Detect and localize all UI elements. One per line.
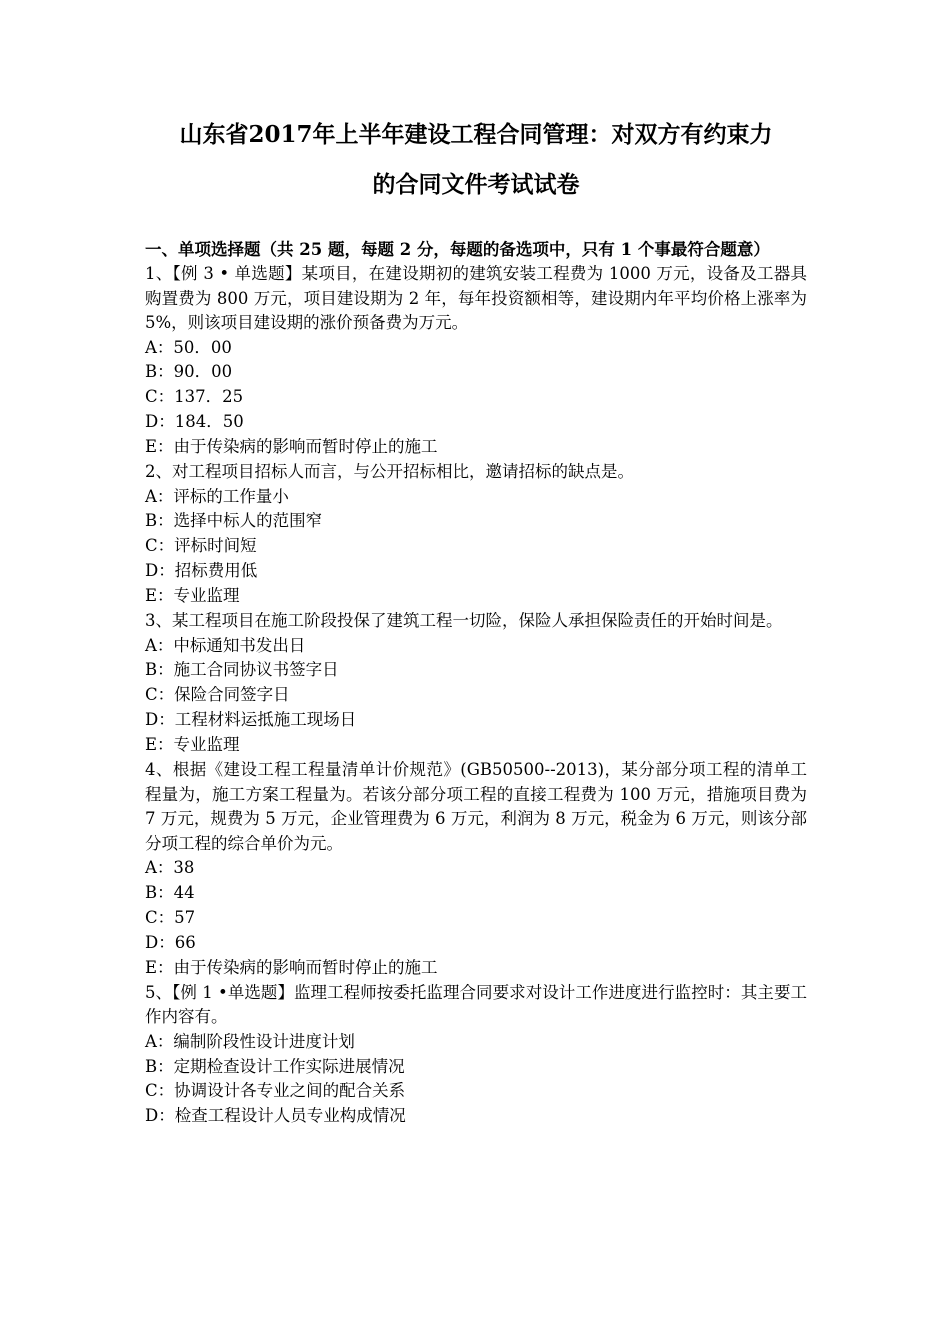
answer-option: D：工程材料运抵施工现场日 — [145, 710, 357, 730]
answer-option: C：137．25 — [145, 387, 244, 407]
title-line-2: 的合同文件考试试卷 — [372, 171, 580, 198]
question-text: 1、【例 3 • 单选题】某项目，在建设期初的建筑安装工程费为 1000 万元，设备及工器具购置费为 800 万元，项目建设期为 2 年，每年投资额相等，建设期内年平均价格上涨率为 5%，则该项目建设期的涨价预备费为万元。 — [145, 264, 807, 332]
answer-option: B：选择中标人的范围窄 — [145, 511, 323, 531]
answer-option: B：90．00 — [145, 362, 233, 382]
question-2 — [145, 460, 807, 609]
answer-option: D：184．50 — [145, 412, 244, 432]
answer-option: D：招标费用低 — [145, 561, 258, 581]
question-text: 3、某工程项目在施工阶段投保了建筑工程一切险，保险人承担保险责任的开始时间是。 — [145, 611, 783, 631]
answer-option: B：44 — [145, 883, 195, 902]
document-page — [145, 110, 807, 1129]
section-heading: 一、单项选择题（共 25 题，每题 2 分，每题的备选项中，只有 1 个事最符合题意） — [145, 240, 770, 259]
option-list — [145, 856, 807, 981]
answer-option: A：评标的工作量小 — [145, 486, 289, 506]
option-list — [145, 1030, 807, 1130]
answer-option: D：检查工程设计人员专业构成情况 — [145, 1106, 406, 1126]
option-list — [145, 634, 807, 759]
answer-option: E：由于传染病的影响而暂时停止的施工 — [145, 957, 438, 977]
answer-option: C：57 — [145, 907, 196, 927]
answer-option: E：专业监理 — [145, 735, 240, 755]
answer-option: C：保险合同签字日 — [145, 685, 290, 705]
option-list — [145, 485, 807, 610]
question-5 — [145, 981, 807, 1130]
question-text: 5、【例 1 •单选题】监理工程师按委托监理合同要求对设计工作进度进行监控时：其主要工作内容有。 — [145, 982, 807, 1027]
answer-option: A：中标通知书发出日 — [145, 635, 306, 655]
answer-option: E：由于传染病的影响而暂时停止的施工 — [145, 437, 438, 457]
option-list — [145, 336, 807, 461]
question-3 — [145, 609, 807, 758]
question-text: 2、对工程项目招标人而言，与公开招标相比，邀请招标的缺点是。 — [145, 462, 634, 482]
document-title — [145, 110, 807, 210]
question-text: 4、根据《建设工程工程量清单计价规范》(GB50500--2013)，某分部分项工程的清单工程量为，施工方案工程量为。若该分部分项工程的直接工程费为 100 万元，措施项目费为 7 万元，规费为 5 万元，企业管理费为 6 万元，利润为 8 万元，税金为 6 万元，则该分部分项工程的综合单价为元。 — [145, 760, 807, 853]
answer-option: A：50．00 — [145, 337, 232, 357]
question-list — [145, 262, 807, 1129]
answer-option: E：专业监理 — [145, 586, 240, 606]
title-line-1: 山东省2017年上半年建设工程合同管理：对双方有约束力 — [179, 121, 773, 148]
answer-option: A：编制阶段性设计进度计划 — [145, 1031, 355, 1051]
answer-option: A：38 — [145, 858, 195, 878]
answer-option: B：定期检查设计工作实际进展情况 — [145, 1056, 405, 1076]
answer-option: C：协调设计各专业之间的配合关系 — [145, 1081, 406, 1101]
question-4 — [145, 758, 807, 981]
answer-option: C：评标时间短 — [145, 536, 257, 556]
question-1 — [145, 262, 807, 460]
answer-option: D：66 — [145, 932, 196, 952]
answer-option: B：施工合同协议书签字日 — [145, 660, 339, 680]
